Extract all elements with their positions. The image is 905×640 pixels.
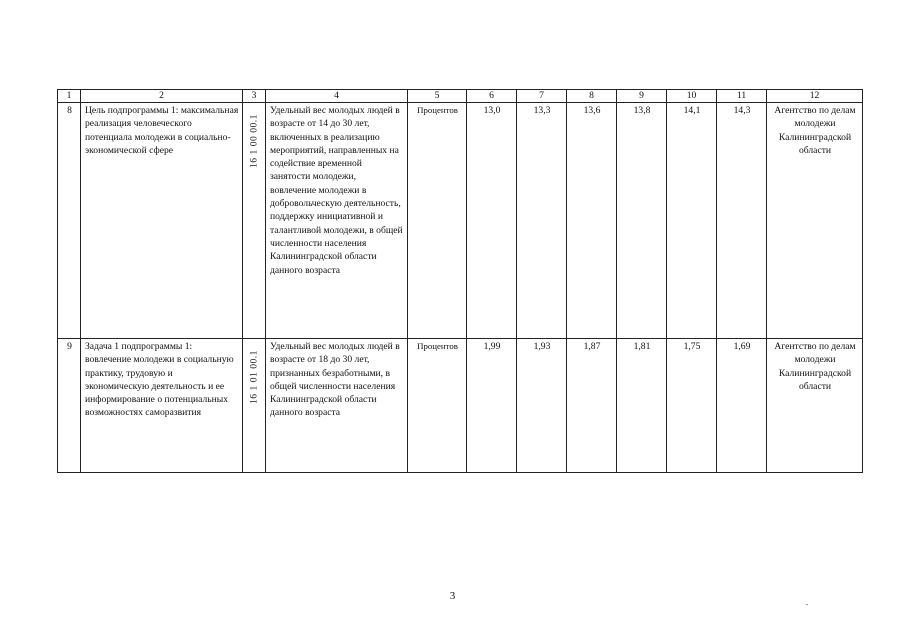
col-header-7: 7: [517, 90, 567, 103]
indicators-table: [57, 89, 863, 473]
col-header-10: 10: [667, 90, 717, 103]
value-11: 14,3: [717, 103, 767, 339]
header-row: [58, 90, 863, 103]
agency: Агентство по делам молодежи Калининградской области: [767, 103, 863, 339]
scan-artifact: [806, 604, 808, 605]
value-10: 1,75: [667, 339, 717, 473]
value-9: 1,81: [617, 339, 667, 473]
budget-code: 16 1 00 00.1: [248, 114, 260, 168]
col-header-9: 9: [617, 90, 667, 103]
row-number: 8: [58, 103, 81, 339]
page-number: 3: [449, 590, 456, 602]
goal-name: Задача 1 подпрограммы 1: вовлечение молодежи в социальную практику, трудовую и экономическую деятельность и ее информирование о потенциальных возможностях саморазвития: [81, 339, 243, 473]
col-header-11: 11: [717, 90, 767, 103]
col-header-6: 6: [467, 90, 517, 103]
value-7: 1,93: [517, 339, 567, 473]
col-header-12: 12: [767, 90, 863, 103]
budget-code: 16 1 01 00.1: [248, 350, 260, 404]
value-9: 13,8: [617, 103, 667, 339]
goal-name: Цель подпрограммы 1: максимальная реализация человеческого потенциала молодежи в социально-экономической сфере: [81, 103, 243, 339]
code-cell: [243, 103, 266, 339]
table-row: [58, 339, 863, 473]
row-number: 9: [58, 339, 81, 473]
col-header-1: 1: [58, 90, 81, 103]
value-6: 1,99: [467, 339, 517, 473]
value-8: 13,6: [567, 103, 617, 339]
value-11: 1,69: [717, 339, 767, 473]
unit: Процентов: [408, 103, 467, 339]
value-7: 13,3: [517, 103, 567, 339]
col-header-4: 4: [266, 90, 408, 103]
indicator-text: Удельный вес молодых людей в возрасте от 14 до 30 лет, включенных в реализацию мероприятий, направленных на содействие временной занятости молодежи, вовлечение молодежи в добровольческую деятельность, поддержку инициативной и талантливой молодежи, в общей численности населения Калининградской области данного возраста: [266, 103, 408, 339]
agency: Агентство по делам молодежи Калининградской области: [767, 339, 863, 473]
col-header-8: 8: [567, 90, 617, 103]
code-cell: [243, 339, 266, 473]
col-header-5: 5: [408, 90, 467, 103]
col-header-3: 3: [243, 90, 266, 103]
unit: Процентов: [408, 339, 467, 473]
table-row: [58, 103, 863, 339]
value-8: 1,87: [567, 339, 617, 473]
value-6: 13,0: [467, 103, 517, 339]
value-10: 14,1: [667, 103, 717, 339]
col-header-2: 2: [81, 90, 243, 103]
indicator-text: Удельный вес молодых людей в возрасте от 18 до 30 лет, признанных безработными, в общей численности населения Калининградской области данного возраста: [266, 339, 408, 473]
